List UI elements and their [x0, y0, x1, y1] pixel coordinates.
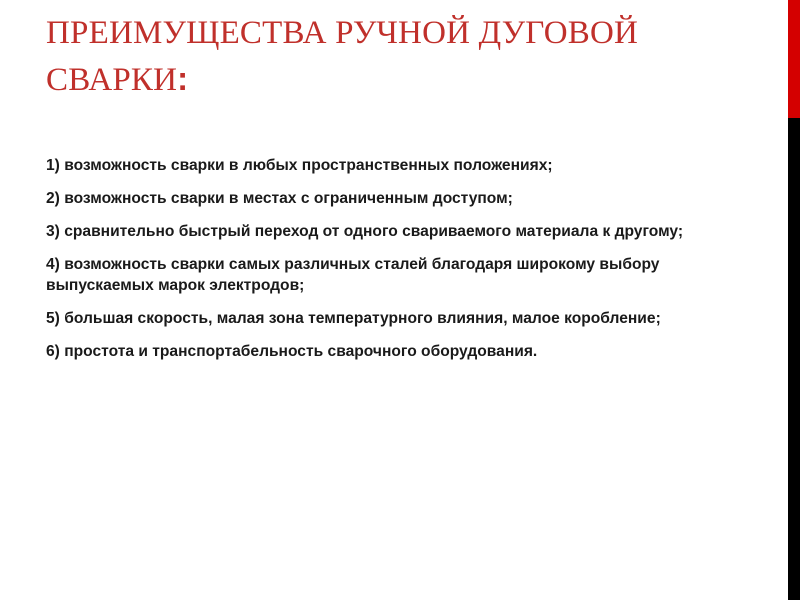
list-item: 5) большая скорость, малая зона температурного влияния, малое коробление; — [46, 310, 661, 327]
advantages-list — [46, 155, 746, 374]
slide-title — [46, 10, 766, 103]
list-item: 1) возможность сварки в любых пространственных положениях; — [46, 157, 553, 174]
list-item: 4) возможность сварки самых различных сталей благодаря широкому выбору выпускаемых марок электродов; — [46, 256, 660, 294]
accent-bar — [788, 0, 800, 600]
slide-title-colon: : — [177, 60, 189, 97]
list-item: 2) возможность сварки в местах с ограниченным доступом; — [46, 190, 513, 207]
list-item: 6) простота и транспортабельность сварочного оборудования. — [46, 343, 538, 360]
slide-title-text: ПРЕИМУЩЕСТВА РУЧНОЙ ДУГОВОЙ СВАРКИ — [46, 15, 639, 98]
list-item: 3) сравнительно быстрый переход от одного свариваемого материала к другому; — [46, 223, 684, 240]
accent-bar-black — [788, 118, 800, 600]
accent-bar-red — [788, 0, 800, 118]
